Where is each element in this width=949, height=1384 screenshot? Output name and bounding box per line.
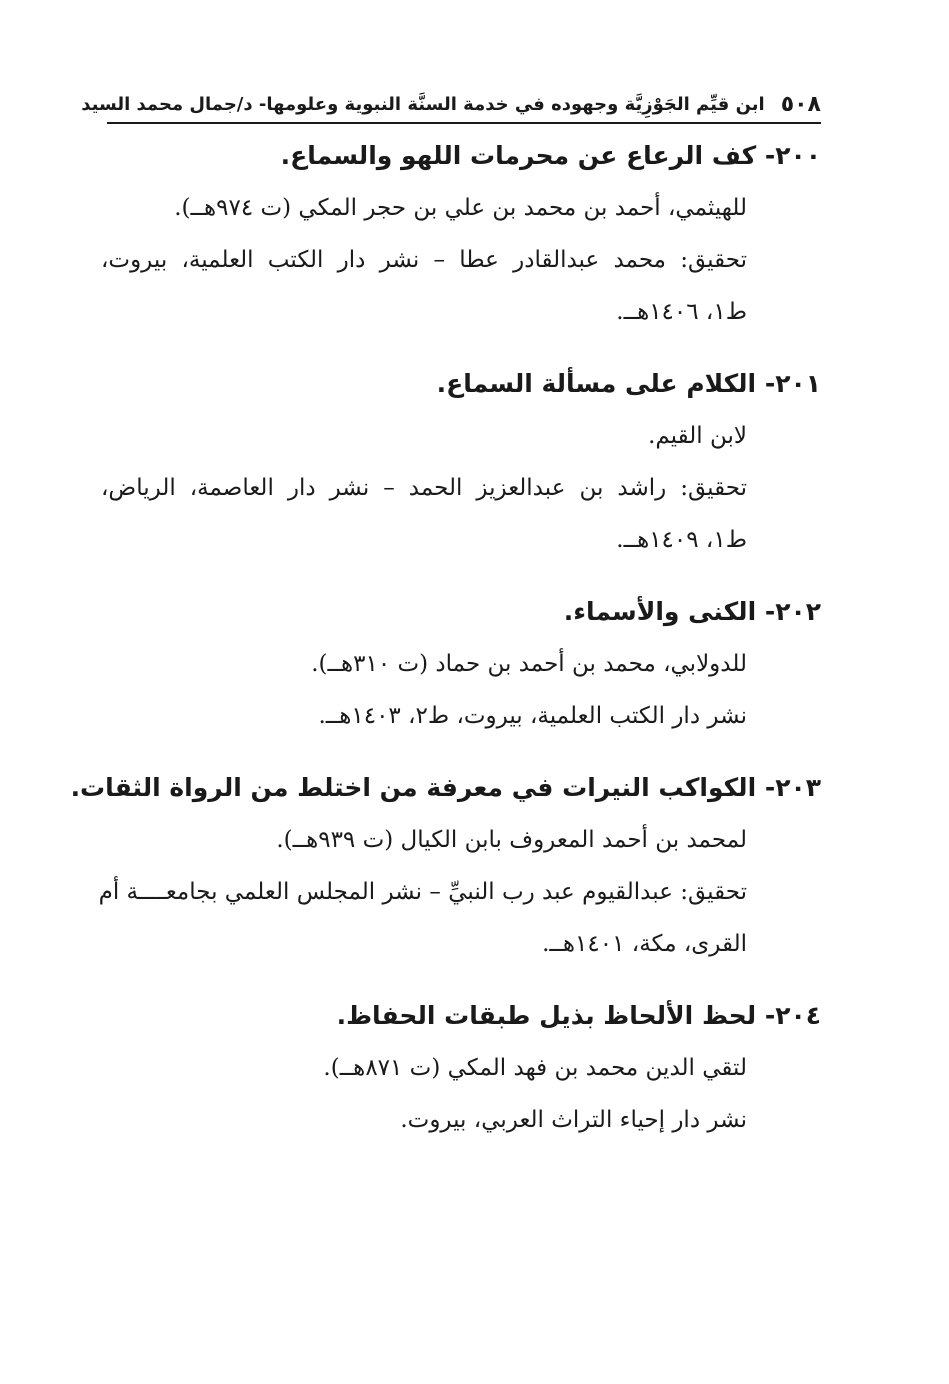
- entry-publication-line: نشر دار الكتب العلمية، بيروت، ط٢، ١٤٠٣هــ.: [318, 703, 747, 729]
- entry-author-line: للهيثمي، أحمد بن محمد بن علي بن حجر المكي (ت ٩٧٤هــ).: [174, 195, 747, 221]
- entry-title: ٢٠٠- كف الرعاع عن محرمات اللهو والسماع.: [280, 141, 821, 170]
- entry-author-line: لمحمد بن أحمد المعروف بابن الكيال (ت ٩٣٩هــ).: [276, 827, 747, 853]
- entry-title: ٢٠١- الكلام على مسألة السماع.: [436, 369, 821, 398]
- bibliography-entry: [101, 136, 821, 338]
- entry-publication-line: تحقيق: راشد بن عبدالعزيز الحمد – نشر دار العاصمة، الرياض،: [101, 475, 747, 501]
- entry-publication-line: تحقيق: عبدالقيوم عبد رب النبيِّ – نشر المجلس العلمي بجامعــــة أم: [98, 879, 747, 905]
- entry-edition-line: ط١، ١٤٠٦هــ.: [616, 299, 747, 325]
- page-number: ٥٠٨: [780, 91, 821, 117]
- entry-publication-line: تحقيق: محمد عبدالقادر عطا – نشر دار الكتب العلمية، بيروت،: [101, 247, 747, 273]
- entry-edition-line: ط١، ١٤٠٩هــ.: [616, 527, 747, 553]
- bibliography-entry: [101, 996, 821, 1146]
- running-title: ابن قيِّم الجَوْزِيَّة وجهوده في خدمة السنَّة النبوية وعلومها- د/جمال محمد السيد: [81, 93, 765, 115]
- bibliography-entries: [70, 136, 821, 1172]
- bibliography-entry: [101, 364, 821, 566]
- running-header: [81, 86, 821, 122]
- bibliography-entry: [70, 768, 821, 970]
- entry-author-line: لتقي الدين محمد بن فهد المكي (ت ٨٧١هــ).: [323, 1055, 747, 1081]
- entry-title: ٢٠٤- لحظ الألحاظ بذيل طبقات الحفاظ.: [336, 1001, 821, 1030]
- entry-edition-line: القرى، مكة، ١٤٠١هــ.: [542, 931, 747, 957]
- entry-title: ٢٠٣- الكواكب النيرات في معرفة من اختلط من الرواة الثقات.: [70, 773, 821, 802]
- bibliography-entry: [101, 592, 821, 742]
- entry-publication-line: نشر دار إحياء التراث العربي، بيروت.: [400, 1107, 747, 1133]
- entry-author-line: لابن القيم.: [648, 423, 747, 449]
- entry-title: ٢٠٢- الكنى والأسماء.: [563, 597, 821, 626]
- header-rule: [107, 122, 821, 124]
- entry-author-line: للدولابي، محمد بن أحمد بن حماد (ت ٣١٠هــ).: [311, 651, 747, 677]
